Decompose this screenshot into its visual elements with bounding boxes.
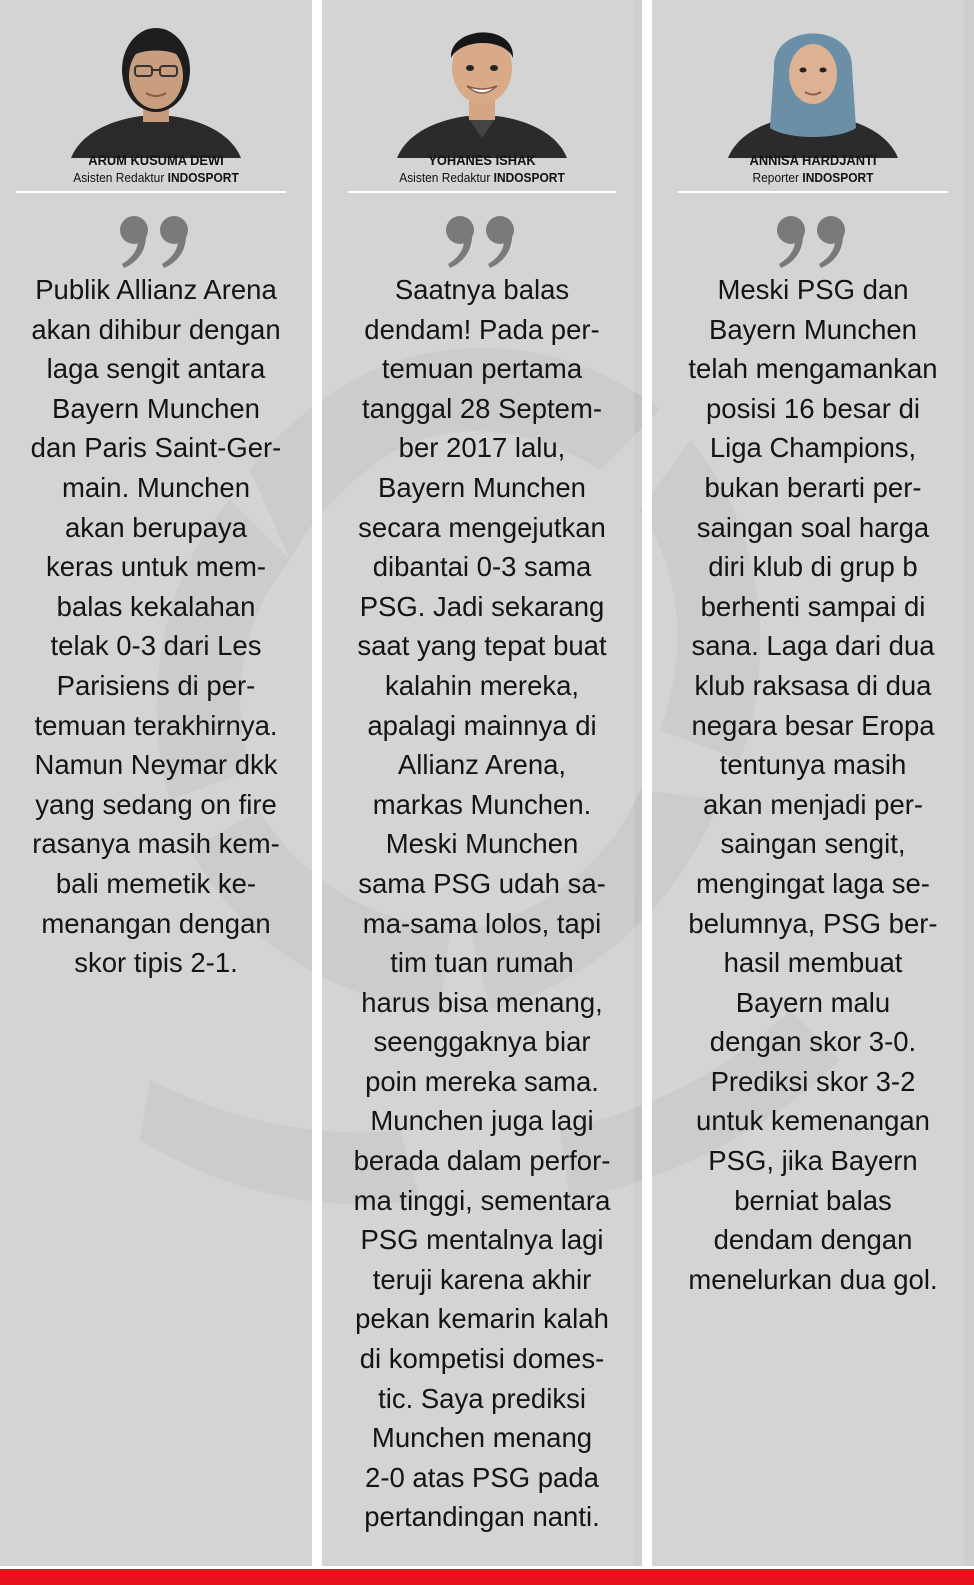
quote-line: belumnya, PSG ber-	[688, 907, 938, 939]
quote-line: PSG, jika Bayern	[708, 1145, 918, 1177]
quote-line: negara besar Eropa	[691, 709, 935, 741]
author-name: YOHANES ISHAK	[428, 152, 536, 168]
author-role	[335, 170, 629, 185]
quote-line: Publik Allianz Arena	[35, 274, 277, 305]
author-role	[12, 170, 299, 185]
column-divider	[642, 0, 652, 1566]
quote-line: hasil membuat	[723, 947, 903, 979]
man-avatar-icon	[397, 8, 567, 158]
author-header	[652, 0, 974, 194]
quote-line: laga sengit antara	[46, 353, 266, 385]
quote-line: Saatnya balas	[394, 274, 570, 305]
quote-line: Parisiens di per-	[56, 669, 256, 701]
quote-line: berniat balas	[734, 1184, 892, 1216]
quote-line: telah mengamankan	[688, 353, 938, 385]
quote-line: dendam dengan	[713, 1224, 913, 1256]
role-brand: INDOSPORT	[802, 170, 874, 185]
quote-line: main. Munchen	[61, 471, 250, 503]
footer-rule	[0, 1566, 974, 1569]
quote-text	[0, 270, 312, 983]
quote-line: dengan skor 3-0.	[709, 1026, 917, 1058]
quote-line: harus bisa menang,	[361, 986, 603, 1018]
column-divider	[312, 0, 322, 1566]
author-name: ANNISA HARDJANTI	[749, 152, 877, 168]
quote-line: tim tuan rumah	[390, 947, 574, 979]
quote-line: Prediksi skor 3-2	[710, 1065, 916, 1097]
quote-line: dendam! Pada per-	[364, 313, 600, 345]
quote-line: Liga Champions,	[709, 432, 917, 464]
quote-line: balas kekalahan	[56, 590, 256, 622]
quote-line: berada dalam perfor-	[353, 1145, 611, 1177]
quote-mark-icon	[773, 214, 853, 270]
quote-line: tic. Saya prediksi	[378, 1382, 586, 1414]
quote-mark-icon	[116, 214, 196, 270]
quote-line: untuk kemenangan	[696, 1105, 930, 1137]
quote-line: pekan kemarin kalah	[355, 1303, 609, 1335]
quote-line: berhenti sampai di	[700, 590, 926, 622]
quote-line: menangan dengan	[41, 907, 271, 939]
quote-line: diri klub di grup b	[708, 551, 918, 583]
quote-line: keras untuk mem-	[45, 551, 267, 583]
quote-line: tentunya masih	[719, 749, 907, 781]
quote-line: pertandingan nanti.	[364, 1501, 600, 1533]
quote-line: yang sedang on fire	[35, 788, 277, 820]
quote-line: dan Paris Saint-Ger-	[30, 432, 282, 464]
quote-line: Bayern Munchen	[378, 471, 586, 503]
author-role	[665, 170, 961, 185]
header-rule	[16, 191, 286, 193]
quote-line: posisi 16 besar di	[705, 392, 920, 424]
quote-line: rasanya masih kem-	[32, 828, 280, 860]
quote-line: tanggal 28 Septem-	[361, 392, 603, 424]
quote-line: sana. Laga dari dua	[691, 630, 935, 662]
quote-line: kalahin mereka,	[384, 669, 580, 701]
quote-line: Munchen menang	[371, 1422, 593, 1454]
role-brand: INDOSPORT	[493, 170, 565, 185]
quote-line: saat yang tepat buat	[357, 630, 607, 662]
quote-line: Namun Neymar dkk	[34, 749, 278, 781]
quote-line: akan berupaya	[65, 511, 247, 543]
quote-line: skor tipis 2-1.	[74, 947, 238, 979]
quote-line: Allianz Arena,	[397, 749, 567, 781]
quote-line: Bayern malu	[735, 986, 891, 1018]
quote-line: PSG. Jadi sekarang	[359, 590, 605, 622]
quote-line: markas Munchen.	[372, 788, 592, 820]
quote-line: akan dihibur dengan	[31, 313, 281, 345]
quote-line: mengingat laga se-	[696, 867, 930, 899]
quote-line: sama PSG udah sa-	[358, 867, 606, 899]
quote-line: klub raksasa di dua	[694, 669, 932, 701]
quote-line: Munchen juga lagi	[370, 1105, 594, 1137]
woman-hijab-avatar-icon	[728, 8, 898, 158]
quote-line: teruji karena akhir	[372, 1263, 592, 1295]
woman-glasses-avatar-icon	[71, 8, 241, 158]
quote-line: saingan soal harga	[696, 511, 930, 543]
columnist-card	[0, 0, 312, 1566]
header-rule	[678, 191, 948, 193]
author-header	[322, 0, 642, 194]
header-rule	[348, 191, 616, 193]
quote-line: di kompetisi domes-	[359, 1343, 605, 1375]
quote-line: poin mereka sama.	[365, 1065, 599, 1097]
quote-line: menelurkan dua gol.	[688, 1263, 938, 1295]
quote-mark-icon	[442, 214, 522, 270]
quote-line: dibantai 0-3 sama	[372, 551, 592, 583]
quote-line: ma-sama lolos, tapi	[362, 907, 602, 939]
quote-line: temuan terakhirnya.	[34, 709, 278, 741]
role-title: Reporter	[752, 170, 800, 185]
quote-line: saingan sengit,	[720, 828, 906, 860]
quote-line: seenggaknya biar	[373, 1026, 591, 1058]
quote-line: Meski Munchen	[385, 828, 579, 860]
author-header	[0, 0, 312, 194]
quote-line: telak 0-3 dari Les	[50, 630, 262, 662]
quote-line: Bayern Munchen	[52, 392, 260, 424]
quote-line: ber 2017 lalu,	[398, 432, 566, 464]
author-name: ARUM KUSUMA DEWI	[88, 152, 224, 168]
quote-line: PSG mentalnya lagi	[360, 1224, 604, 1256]
quote-line: Bayern Munchen	[709, 313, 917, 345]
quote-line: temuan pertama	[381, 353, 583, 385]
quote-line: 2-0 atas PSG pada	[365, 1461, 599, 1493]
role-title: Asisten Redaktur	[399, 170, 491, 185]
quote-line: ma tinggi, sementara	[353, 1184, 611, 1216]
columnist-card	[652, 0, 974, 1566]
quote-line: apalagi mainnya di	[367, 709, 597, 741]
quote-line: akan menjadi per-	[702, 788, 924, 820]
role-title: Asisten Redaktur	[73, 170, 165, 185]
quote-text	[652, 270, 974, 1299]
quote-line: bukan berarti per-	[704, 471, 922, 503]
quote-text	[322, 270, 642, 1537]
role-brand: INDOSPORT	[167, 170, 239, 185]
quote-line: secara mengejutkan	[358, 511, 606, 543]
quote-line: bali memetik ke-	[55, 867, 257, 899]
columnist-card	[322, 0, 642, 1566]
quote-line: Meski PSG dan	[717, 274, 909, 305]
